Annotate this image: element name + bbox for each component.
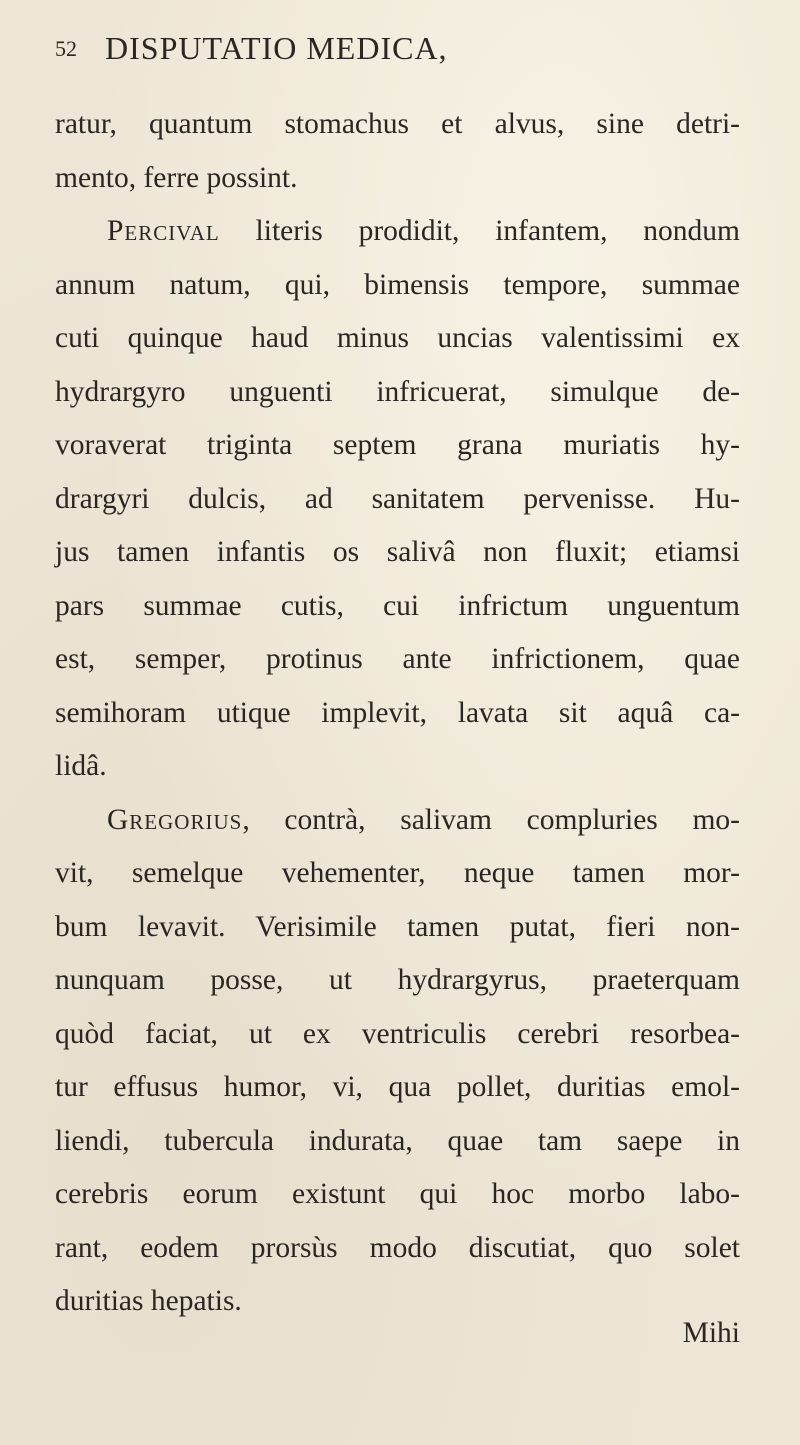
body-text xyxy=(55,98,740,1329)
author-name: Gregorius xyxy=(107,803,243,836)
text-line: semihoram utique implevit, lavata sit aquâ ca- xyxy=(55,696,740,729)
text-line: annum natum, qui, bimensis tempore, summae xyxy=(55,268,740,301)
catchword: Mihi xyxy=(682,1317,740,1349)
text-line: cerebris eorum existunt qui hoc morbo labo- xyxy=(55,1178,740,1210)
running-head: DISPUTATIO MEDICA, xyxy=(105,30,448,66)
text-line: bum levavit. Verisimile tamen putat, fieri non- xyxy=(55,910,740,943)
paragraph-start-line: Gregorius, contrà, salivam compluries mo- xyxy=(107,803,740,836)
text-line: cuti quinque haud minus uncias valentissimi ex xyxy=(55,322,740,354)
text-line: est, semper, protinus ante infrictionem, quae xyxy=(55,643,740,675)
text-line: rant, eodem prorsùs modo discutiat, quo solet xyxy=(55,1231,740,1264)
text-line: tur effusus humor, vi, qua pollet, duritias emol- xyxy=(55,1071,740,1103)
text-line: duritias hepatis. xyxy=(55,1285,242,1317)
text-line: hydrargyro unguenti infricuerat, simulque de- xyxy=(55,375,740,408)
text-line: nunquam posse, ut hydrargyrus, praeterquam xyxy=(55,964,740,996)
text-line: vit, semelque vehementer, neque tamen mor- xyxy=(55,857,740,889)
author-name: Percival xyxy=(107,215,220,247)
text-line: voraverat triginta septem grana muriatis hy- xyxy=(55,429,740,461)
page-header xyxy=(55,30,755,80)
text-line: drargyri dulcis, ad sanitatem pervenisse. Hu- xyxy=(55,482,740,515)
text-line: jus tamen infantis os salivâ non fluxit; etiamsi xyxy=(55,536,740,568)
text-line: quòd faciat, ut ex ventriculis cerebri resorbea- xyxy=(55,1017,740,1050)
text-line: lidâ. xyxy=(55,750,107,782)
text-line: ratur, quantum stomachus et alvus, sine detri- xyxy=(55,108,740,140)
paragraph-start-line: Percival literis prodidit, infantem, nondum xyxy=(107,215,740,247)
text-line: pars summae cutis, cui infrictum unguentum xyxy=(55,589,740,622)
text-line: mento, ferre possint. xyxy=(55,161,298,194)
text-line: liendi, tubercula indurata, quae tam saepe in xyxy=(55,1124,740,1157)
page-number: 52 xyxy=(55,36,77,61)
